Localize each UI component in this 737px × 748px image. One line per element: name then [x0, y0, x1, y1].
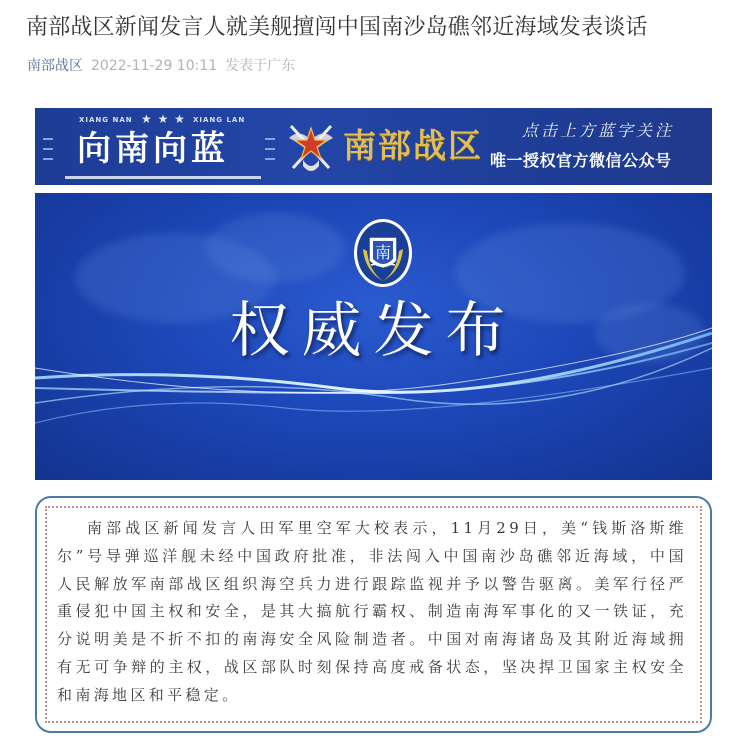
- banner-slogan: 向南向蓝: [77, 129, 229, 169]
- slogan-underline: [65, 176, 261, 179]
- svg-text:南: 南: [374, 243, 392, 262]
- article-title: 南部战区新闻发言人就美舰擅闯中国南沙岛礁邻近海域发表谈话: [26, 15, 648, 40]
- statement-card: [35, 496, 712, 733]
- banner-tagline-follow: 点击上方蓝字关注: [522, 121, 675, 140]
- banner-tagline-official: 唯一授权官方微信公众号: [490, 151, 672, 170]
- banner-subtitle-right: XIANG LAN: [193, 116, 246, 124]
- decorative-dash: [43, 148, 53, 150]
- decorative-dash: [265, 158, 275, 160]
- article-meta: [27, 56, 295, 76]
- stars-icon: ★ ★ ★: [141, 112, 186, 126]
- decorative-dash: [43, 138, 53, 140]
- southern-theater-command-logo-icon: [351, 213, 415, 293]
- statement-text: 南部战区新闻发言人田军里空军大校表示，11月29日，美“钱斯洛斯维尔”号导弹巡洋舰未经中国政府批准，非法闯入中国南沙岛礁邻近海域，中国人民解放军南部战区组织海空兵力进行跟踪监视并予以警告驱离。美军行径严重侵犯中国主权和安全，是其大搞航行霸权、制造南海军事化的又一铁证，充分说明美是不折不扣的南海安全风险制造者。中国对南海诸岛及其附近海域拥有无可争辩的主权，战区部队时刻保持高度戒备状态，坚决捍卫国家主权安全和南海地区和平稳定。: [57, 519, 687, 704]
- follow-banner[interactable]: [35, 108, 712, 185]
- hero-image: [35, 193, 712, 480]
- author-link[interactable]: 南部战区: [27, 58, 83, 74]
- banner-org-name: 南部战区: [343, 126, 483, 165]
- military-emblem-icon: [285, 120, 337, 176]
- banner-subtitle-left: XIANG NAN: [79, 116, 133, 124]
- decorative-dash: [265, 138, 275, 140]
- decorative-dash: [265, 148, 275, 150]
- publish-datetime: 2022-11-29 10:11: [91, 58, 218, 74]
- hero-headline: 权威发布: [229, 296, 518, 366]
- decorative-dash: [43, 158, 53, 160]
- publish-location: 发表于广东: [225, 58, 296, 74]
